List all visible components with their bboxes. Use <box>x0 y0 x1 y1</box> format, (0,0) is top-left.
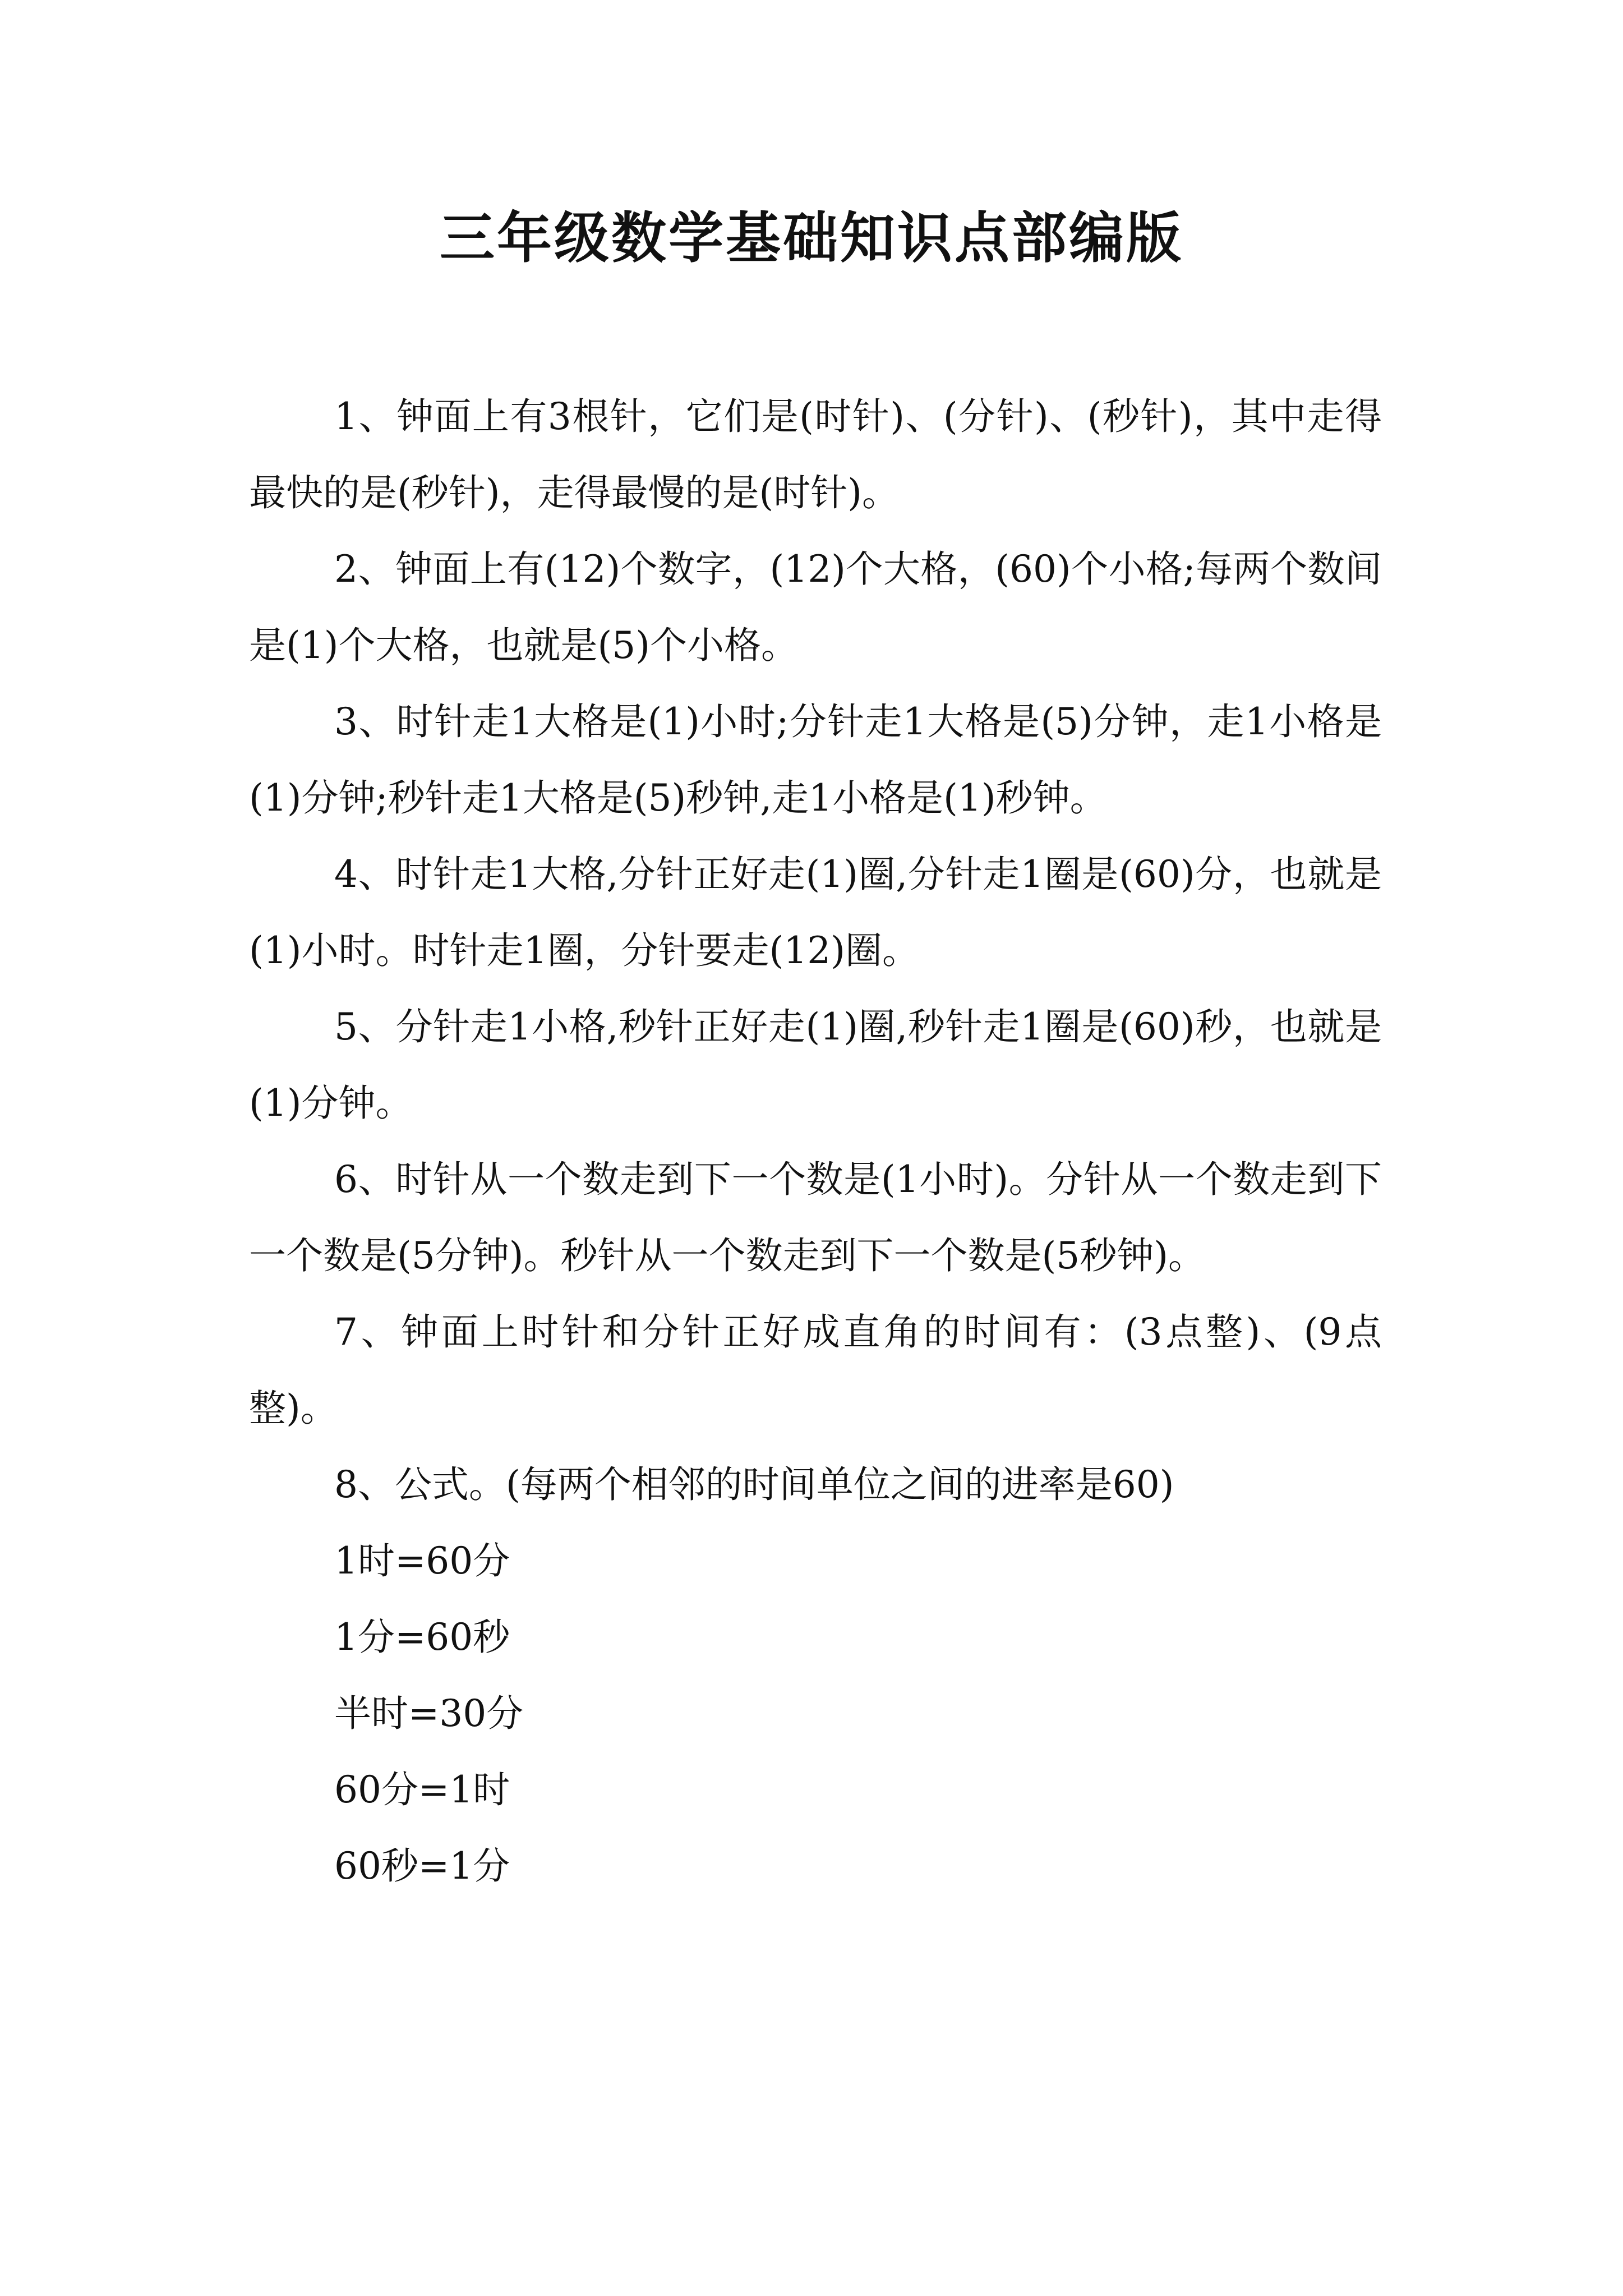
paragraph-5: 5、分针走1小格,秒针正好走(1)圈,秒针走1圈是(60)秒，也就是(1)分钟。 <box>249 1005 1382 1125</box>
document-body <box>249 379 1382 1904</box>
paragraph-1: 1、钟面上有3根针，它们是(时针)、(分针)、(秒针)，其中走得最快的是(秒针)，走得最慢的是(时针)。 <box>249 395 1382 514</box>
paragraph-6: 6、时针从一个数走到下一个数是(1小时)。分针从一个数走到下一个数是(5分钟)。秒针从一个数走到下一个数是(5秒钟)。 <box>249 1158 1382 1277</box>
formula-line: 半时=30分 <box>334 1692 524 1735</box>
document-title: 三年级数学基础知识点部编版 <box>439 206 1183 270</box>
formula-line: 1时=60分 <box>334 1539 510 1582</box>
formula-line: 60秒=1分 <box>334 1844 510 1888</box>
formula-line: 1分=60秒 <box>334 1616 510 1659</box>
paragraph-2: 2、钟面上有(12)个数字，(12)个大格，(60)个小格;每两个数间是(1)个大格，也就是(5)个小格。 <box>249 547 1382 667</box>
paragraph-7: 7、钟面上时针和分针正好成直角的时间有：(3点整)、(9点整)。 <box>249 1310 1382 1430</box>
formula-line: 60分=1时 <box>334 1768 510 1811</box>
paragraph-8: 8、公式。(每两个相邻的时间单位之间的进率是60) <box>334 1463 1174 1506</box>
paragraph-4: 4、时针走1大格,分针正好走(1)圈,分针走1圈是(60)分，也就是(1)小时。时针走1圈，分针要走(12)圈。 <box>249 853 1382 972</box>
paragraph-3: 3、时针走1大格是(1)小时;分针走1大格是(5)分钟，走1小格是(1)分钟;秒针走1大格是(5)秒钟,走1小格是(1)秒钟。 <box>249 700 1382 820</box>
